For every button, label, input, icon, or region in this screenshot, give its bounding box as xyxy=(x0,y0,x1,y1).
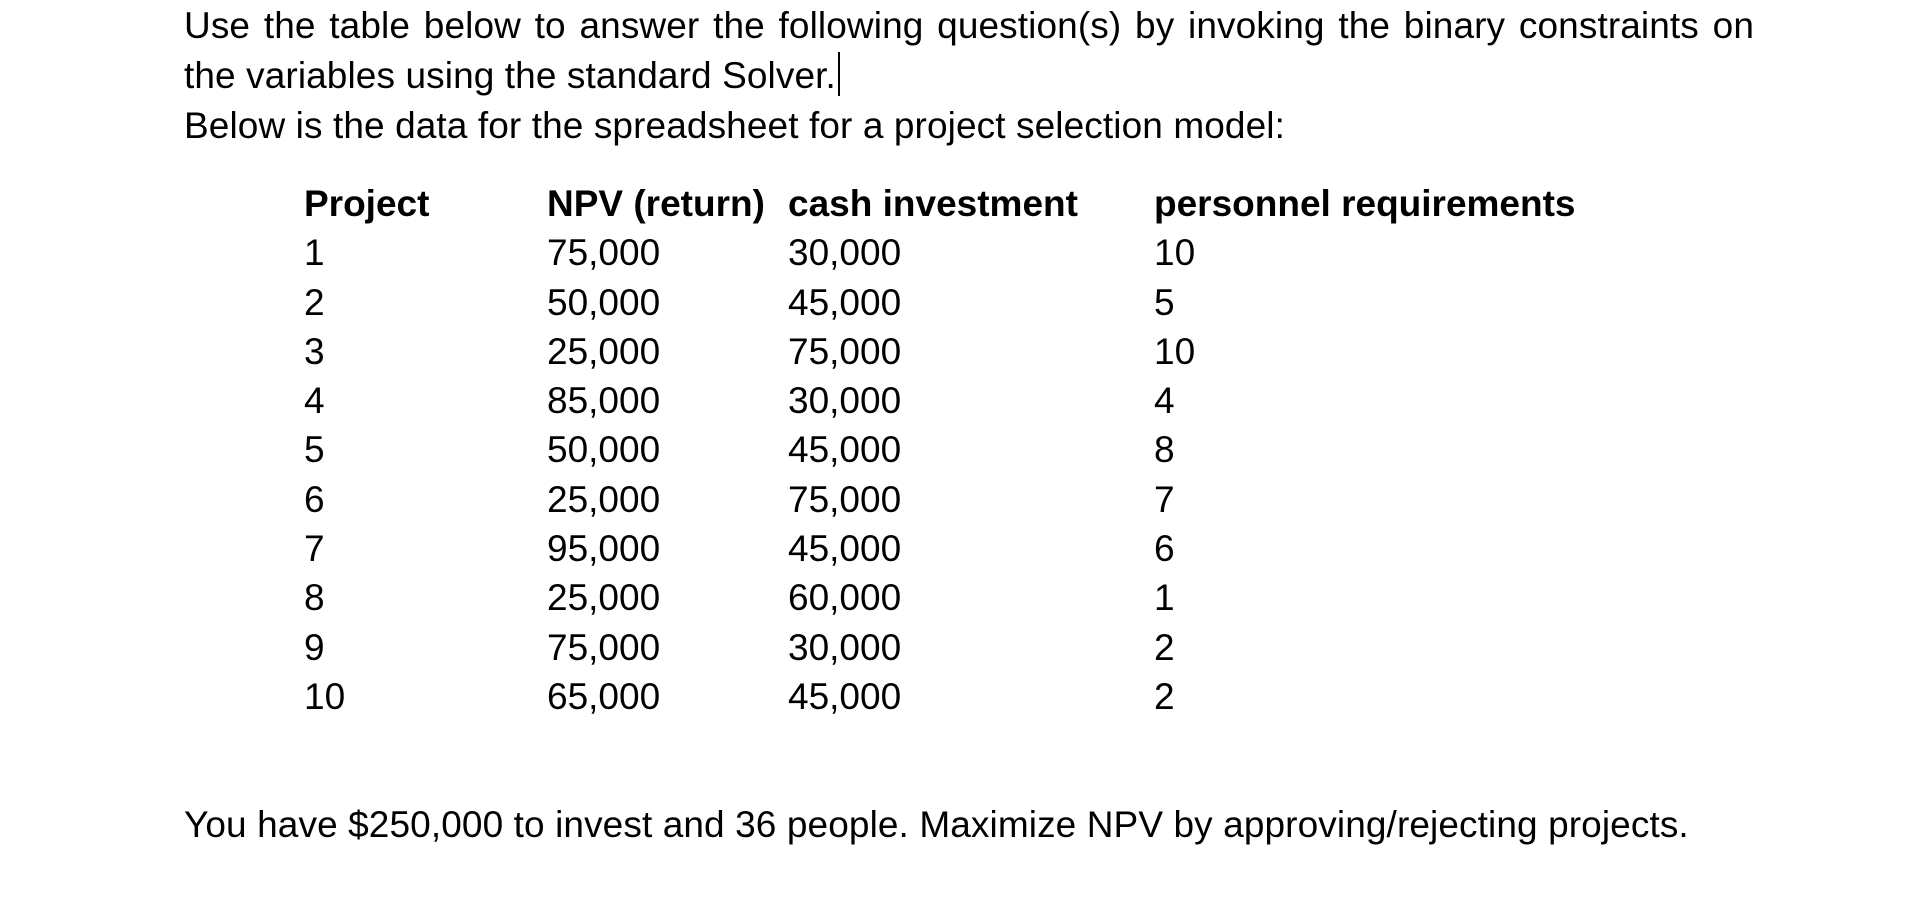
cell-personnel: 7 xyxy=(1154,478,1175,520)
cell-project: 5 xyxy=(304,429,325,471)
cell-project: 6 xyxy=(304,478,325,520)
header-cash-investment: cash investment xyxy=(788,183,1078,224)
cell-cash-investment: 45,000 xyxy=(788,675,902,717)
cell-cash-investment: 45,000 xyxy=(788,281,902,323)
cell-project: 7 xyxy=(304,528,325,570)
intro-line-3: Below is the data for the spreadsheet for a project selection model: xyxy=(184,105,1285,146)
intro-line-2 xyxy=(184,51,840,101)
cell-npv: 85,000 xyxy=(547,380,661,422)
intro-line-2-text: the variables using the standard Solver. xyxy=(184,55,836,96)
cell-project: 3 xyxy=(304,330,325,372)
cell-npv: 25,000 xyxy=(547,330,661,372)
cell-personnel: 8 xyxy=(1154,429,1175,471)
header-project: Project xyxy=(304,183,430,224)
intro-line-1: Use the table below to answer the following question(s) by invoking the binary constraints on xyxy=(184,5,1754,46)
cell-cash-investment: 45,000 xyxy=(788,429,902,471)
cell-personnel: 4 xyxy=(1154,380,1175,422)
cell-cash-investment: 60,000 xyxy=(788,577,902,619)
cell-personnel: 5 xyxy=(1154,281,1175,323)
cell-personnel: 10 xyxy=(1154,330,1196,372)
cell-project: 9 xyxy=(304,626,325,668)
header-personnel: personnel requirements xyxy=(1154,183,1576,224)
cell-personnel: 6 xyxy=(1154,528,1175,570)
cell-project: 2 xyxy=(304,281,325,323)
header-npv: NPV (return) xyxy=(547,183,765,224)
cell-personnel: 1 xyxy=(1154,577,1175,619)
cell-npv: 95,000 xyxy=(547,528,661,570)
cell-npv: 50,000 xyxy=(547,281,661,323)
cell-npv: 50,000 xyxy=(547,429,661,471)
cell-personnel: 10 xyxy=(1154,232,1196,274)
cell-cash-investment: 30,000 xyxy=(788,232,902,274)
closing-line: You have $250,000 to invest and 36 people. Maximize NPV by approving/rejecting projects. xyxy=(184,804,1689,845)
cell-project: 4 xyxy=(304,380,325,422)
cell-npv: 75,000 xyxy=(547,232,661,274)
cell-cash-investment: 30,000 xyxy=(788,380,902,422)
cell-project: 1 xyxy=(304,232,325,274)
cell-cash-investment: 75,000 xyxy=(788,330,902,372)
cell-cash-investment: 30,000 xyxy=(788,626,902,668)
cell-npv: 25,000 xyxy=(547,577,661,619)
text-cursor xyxy=(838,52,840,96)
cell-cash-investment: 75,000 xyxy=(788,478,902,520)
cell-npv: 65,000 xyxy=(547,675,661,717)
cell-cash-investment: 45,000 xyxy=(788,528,902,570)
cell-npv: 75,000 xyxy=(547,626,661,668)
cell-personnel: 2 xyxy=(1154,626,1175,668)
cell-project: 8 xyxy=(304,577,325,619)
cell-personnel: 2 xyxy=(1154,675,1175,717)
cell-project: 10 xyxy=(304,675,346,717)
cell-npv: 25,000 xyxy=(547,478,661,520)
